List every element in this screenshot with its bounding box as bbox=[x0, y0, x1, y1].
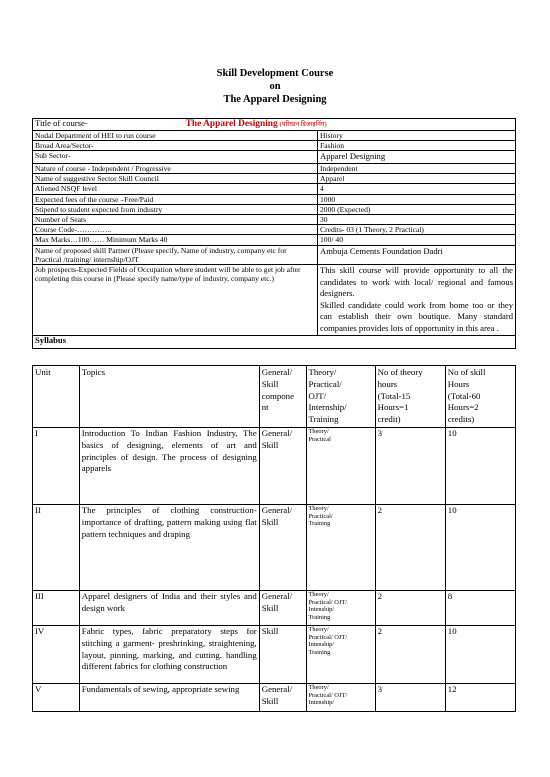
theory-hours-cell: 3 bbox=[375, 428, 445, 505]
info-key: Name of suggestive Sector Skill Council bbox=[33, 174, 318, 184]
topic-cell: The principles of clothing construction-importance of drafting, pattern making using flat pattern techniques and draping bbox=[79, 505, 259, 591]
info-key: Max Marks…100…… Minimum Marks 40 bbox=[33, 235, 318, 245]
info-value: 1000 bbox=[318, 194, 516, 204]
course-info-table bbox=[32, 118, 516, 349]
info-key: Broad Area/Sector- bbox=[33, 141, 318, 151]
info-key: Name of proposed skill Partner (Please specify, Name of industry, company etc for Practical /training/ internship/OJT bbox=[33, 245, 318, 264]
header-topics: Topics bbox=[79, 366, 259, 428]
title-hindi: (परिधान डिजाइनिंग) bbox=[279, 121, 327, 128]
course-heading-line2: on bbox=[269, 81, 281, 92]
mode-cell: Theory/ Practical/ Training bbox=[306, 505, 375, 591]
syllabus-label: Syllabus bbox=[35, 334, 67, 345]
mode-cell: Theory/ Practical bbox=[306, 428, 375, 505]
unit-cell: I bbox=[33, 428, 80, 505]
info-key: Course Code-………….. bbox=[33, 225, 318, 235]
table-row bbox=[33, 591, 516, 626]
skill-hours-cell: 10 bbox=[445, 428, 515, 505]
table-row bbox=[33, 505, 516, 591]
info-value: Credits- 03 (1 Theory, 2 Practical) bbox=[318, 225, 516, 235]
theory-hours-cell: 2 bbox=[375, 591, 445, 626]
topic-cell: Fabric types, fabric preparatory steps for stitching a garment- preshrinking, straightening, layout, pinning, marking, and cutting. handling different fabrics for clothing construction bbox=[79, 626, 259, 684]
header-mode: Theory/ Practical/ OJT/ Internship/ Training bbox=[306, 366, 375, 428]
skill-hours-cell: 12 bbox=[445, 684, 515, 712]
info-value: 4 bbox=[318, 184, 516, 194]
info-key: Sub Sector- bbox=[33, 151, 318, 164]
table-row bbox=[33, 626, 516, 684]
header-unit: Unit bbox=[33, 366, 80, 428]
info-value: History bbox=[318, 131, 516, 141]
title-value: The Apparel Designing bbox=[185, 119, 278, 129]
component-cell: Skill bbox=[259, 626, 306, 684]
info-value: Ambuja Cements Foundation Dadri bbox=[318, 245, 516, 264]
topic-cell: Introduction To Indian Fashion Industry, The basics of designing, elements of art and principles of design. The process of designing apparels bbox=[79, 428, 259, 505]
info-value: Apparel bbox=[318, 174, 516, 184]
skill-hours-cell: 10 bbox=[445, 626, 515, 684]
skill-hours-cell: 8 bbox=[445, 591, 515, 626]
unit-cell: IV bbox=[33, 626, 80, 684]
course-heading-line1: Skill Development Course bbox=[216, 68, 334, 79]
title-row bbox=[33, 119, 516, 131]
info-key: Aliened NSQF level bbox=[33, 184, 318, 194]
info-key: Stipend to student expected from industry bbox=[33, 204, 318, 214]
info-key: Nodal Department of HEI to run course bbox=[33, 131, 318, 141]
unit-cell: V bbox=[33, 684, 80, 712]
info-value: This skill course will provide opportunity to all the candidates to work with local/ regional and famous designers. Skilled candidate could work from home too or they can establish their own boutique. Many standard companies provides lots of opportunity in this area . bbox=[318, 265, 516, 336]
theory-hours-cell: 2 bbox=[375, 505, 445, 591]
info-key: Job prospects-Expected Fields of Occupation where student will be able to get job after completing this course in (Please specify name/type of industry, company etc.) bbox=[33, 265, 318, 336]
theory-hours-cell: 2 bbox=[375, 626, 445, 684]
topic-cell: Fundamentals of sewing, appropriate sewing bbox=[79, 684, 259, 712]
topic-cell: Apparel designers of India and their styles and design work bbox=[79, 591, 259, 626]
info-key: Nature of course - Independent / Progressive bbox=[33, 164, 318, 174]
component-cell: General/ Skill bbox=[259, 505, 306, 591]
info-key: Number of Seats bbox=[33, 215, 318, 225]
theory-hours-cell: 3 bbox=[375, 684, 445, 712]
info-value: Fashion bbox=[318, 141, 516, 151]
mode-cell: Theory/ Practical/ OJT/ Intenship/ Training bbox=[306, 626, 375, 684]
header-skill-hours: No of skill Hours (Total-60 Hours=2 credits) bbox=[445, 366, 515, 428]
info-value: Independent bbox=[318, 164, 516, 174]
component-cell: General/ Skill bbox=[259, 684, 306, 712]
title-label: Title of course- bbox=[35, 118, 88, 128]
component-cell: General/ Skill bbox=[259, 591, 306, 626]
unit-cell: II bbox=[33, 505, 80, 591]
mode-cell: Theory/ Practical/ OJT/ Intenship/ Training bbox=[306, 591, 375, 626]
skill-hours-cell: 10 bbox=[445, 505, 515, 591]
component-cell: General/ Skill bbox=[259, 428, 306, 505]
info-value: 30 bbox=[318, 215, 516, 225]
course-heading-line3: The Apparel Designing bbox=[223, 94, 327, 105]
header-theory-hours: No of theory hours (Total-15 Hours=1 credit) bbox=[375, 366, 445, 428]
info-value: 100/ 40 bbox=[318, 235, 516, 245]
table-row bbox=[33, 428, 516, 505]
syllabus-header-row bbox=[33, 366, 516, 428]
info-key: Expected fees of the course –Free/Paid bbox=[33, 194, 318, 204]
mode-cell: Theory/ Practical/ OJT/ Intenship/ bbox=[306, 684, 375, 712]
unit-cell: III bbox=[33, 591, 80, 626]
header-component: General/ Skill compone nt bbox=[259, 366, 306, 428]
table-row bbox=[33, 684, 516, 712]
info-value: Apparel Designing bbox=[318, 151, 516, 164]
syllabus-table bbox=[32, 365, 516, 712]
info-value: 2000 (Expected) bbox=[318, 204, 516, 214]
